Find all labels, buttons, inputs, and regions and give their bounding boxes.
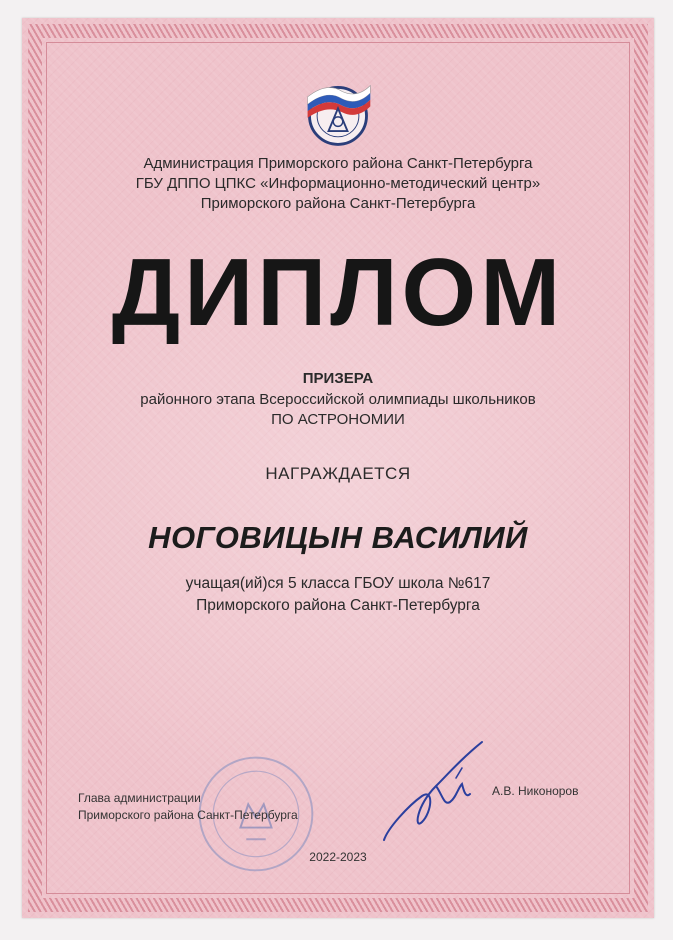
signatory-title-line-1: Глава администрации [78,791,201,805]
olympiad-line-1: районного этапа Всероссийской олимпиады школьников [140,391,536,408]
recipient-line-2: Приморского района Санкт-Петербурга [196,597,480,614]
diploma-sheet [22,18,654,918]
recipient-line-1: учащая(ий)ся 5 класса ГБОУ школа №617 [185,575,491,592]
signatory-title [78,790,298,824]
olympiad-emblem-icon [300,76,376,152]
header-line-2: ГБУ ДППО ЦПКС «Информационно-методический центр» [135,175,541,192]
award-type: ПРИЗЕРА [302,370,374,387]
header-line-1: Администрация Приморского района Санкт-Петербурга [143,155,533,172]
header-line-3: Приморского района Санкт-Петербурга [200,195,476,212]
handwritten-signature-icon [378,736,498,848]
olympiad-line-2: ПО АСТРОНОМИИ [271,411,405,428]
recipient-name: НОГОВИЦЫН ВАСИЛИЙ [148,520,528,555]
recipient-details [22,573,654,617]
signatory-name: А.В. Никоноров [492,784,579,798]
signatory-title-line-2: Приморского района Санкт-Петербурга [78,808,298,822]
diploma-title: ДИПЛОМ [111,239,565,346]
olympiad-description [22,390,654,430]
awarded-label: НАГРАЖДАЕТСЯ [265,464,411,483]
academic-year: 2022-2023 [309,850,367,864]
organization-header [22,154,654,214]
